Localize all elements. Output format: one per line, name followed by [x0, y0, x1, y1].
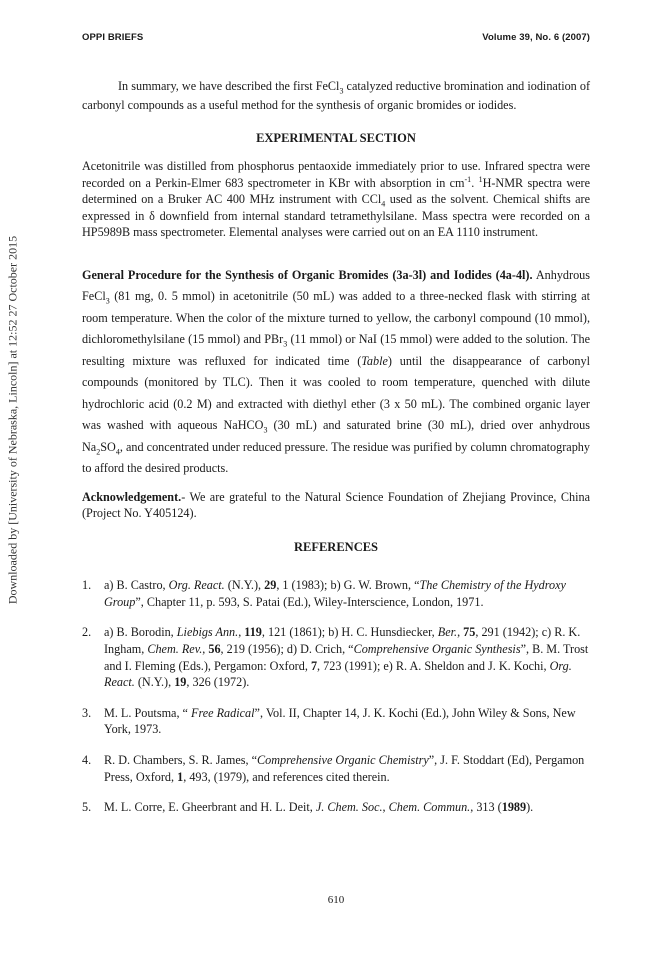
reference-text: , 493, (1979), and references cited therein.	[183, 769, 390, 784]
reference-number: 4.	[82, 753, 92, 768]
reference-text: , 1 (1983); b) G. W. Brown, “	[276, 578, 420, 593]
reference-item	[82, 705, 590, 738]
gp-sub-5: 4	[115, 447, 120, 457]
gp-sub-1: 3	[105, 296, 110, 306]
reference-item	[82, 624, 590, 690]
gp-text-c: (11 mmol) or NaI (15 mmol) were added to the solution. The resulting mixture was refluxed for indicated time (	[82, 332, 590, 368]
reference-text: , 291 (1942); c) R. K. Ingham,	[104, 625, 581, 657]
gp-text-g: , and concentrated under reduced pressure. The residue was purified by column chromatography to afford the desired products.	[82, 439, 590, 476]
references-title: REFERENCES	[293, 539, 379, 554]
reference-text: 29	[264, 578, 277, 593]
reference-text: 75	[463, 625, 476, 640]
reference-text: 1	[177, 769, 184, 784]
reference-text: ”, Chapter 11, p. 593, S. Patai (Ed.), Wiley-Interscience, London, 1971.	[135, 594, 484, 609]
reference-text: M. L. Poutsma, “	[104, 705, 192, 720]
exp-sup-1: -1	[464, 174, 472, 184]
reference-number: 5.	[82, 800, 92, 815]
gp-sub-3: 3	[263, 425, 268, 435]
reference-text: Org. React.	[104, 658, 572, 690]
gp-sub-4: 2	[96, 447, 101, 457]
exp-text-a: Acetonitrile was distilled from phosphorus pentaoxide immediately prior to use. Infrared spectra were recorded on a Perkin-Elmer 683 spectrometer in KBr with absorption in cm	[82, 159, 590, 190]
exp-sub-1: 4	[381, 199, 386, 209]
exp-text-d: used as the solvent. Chemical shifts are expressed in δ downfield from internal standard tetramethylsilane. Mass spectra were recorded on a HP5989B mass spectrometer. Elemental analyses were carried out on an EA 1110 instrument.	[82, 192, 591, 240]
reference-number: 1.	[82, 578, 92, 593]
exp-text-c: H-NMR spectra were determined on a Bruker AC 400 MHz instrument with CCl	[82, 175, 591, 207]
exp-text-b: .	[471, 175, 479, 190]
reference-text: Chem. Rev.	[147, 642, 203, 657]
volume-label: Volume 39, No. 6 (2007)	[482, 32, 590, 43]
reference-text: ,	[202, 642, 209, 657]
summary-sub: 3	[339, 86, 344, 96]
reference-text: , 326 (1972).	[186, 675, 250, 690]
download-watermark-text: Downloaded by [University of Nebraska, Lincoln] at 12:52 27 October 2015	[5, 235, 20, 605]
reference-item	[82, 799, 590, 816]
gp-sub-2: 3	[283, 339, 288, 349]
general-procedure-paragraph	[82, 265, 590, 480]
reference-text: , 121 (1861); b) H. C. Hunsdiecker,	[261, 625, 438, 640]
gp-text-b: (81 mg, 0. 5 mmol) in acetonitrile (50 mL) was added to a three-necked flask with stirring at room temperature. When the color of the mixture turned to yellow, the carbonyl compound (10 mmol), dichloromethylsilane (15 mmol) and PBr	[82, 289, 590, 347]
reference-text: 56	[208, 642, 221, 657]
reference-text: M. L. Corre, E. Gheerbrant and H. L. Deit,	[104, 800, 316, 815]
reference-text: ,	[457, 625, 464, 640]
reference-text: 119	[244, 625, 262, 640]
download-watermark	[4, 140, 22, 700]
reference-text: Liebigs Ann.	[176, 625, 239, 640]
reference-text: ,	[238, 625, 245, 640]
gp-text-f: SO	[100, 439, 116, 454]
reference-text: The Chemistry of the Hydroxy Group	[104, 578, 566, 609]
reference-text: a) B. Borodin,	[104, 625, 177, 640]
reference-text: ”, J. F. Stoddart (Ed), Pergamon Press, Oxford,	[104, 753, 585, 784]
reference-text: 19	[174, 675, 187, 690]
experimental-section-title: EXPERIMENTAL SECTION	[256, 130, 416, 145]
page-number: 610	[327, 894, 345, 906]
reference-text: , 723 (1991); e) R. A. Sheldon and J. K. Kochi,	[317, 658, 550, 673]
reference-number: 3.	[82, 705, 92, 720]
reference-text: Comprehensive Organic Synthesis	[353, 642, 521, 657]
reference-item	[82, 577, 590, 610]
gp-text-d: ) until the disappearance of carbonyl compounds (monitored by TLC). Then it was cooled to room temperature, quenched with dilute hydrochloric acid (0.2 M) and extracted with diethyl ether (3 x 50 mL). The combined organic layer was washed with aqueous NaHCO	[82, 353, 590, 433]
acknowledgement-label: Acknowledgement.	[82, 489, 182, 504]
acknowledgement-text: - We are grateful to the Natural Science Foundation of Zhejiang Province, China (Project No. Y405124).	[82, 489, 590, 521]
summary-text-b: catalyzed reductive bromination and iodination of carbonyl compounds as a useful method for the synthesis of organic bromides or iodides.	[82, 78, 591, 113]
summary-text-a: In summary, we have described the first FeCl	[118, 78, 340, 93]
running-header	[82, 30, 590, 47]
reference-item	[82, 752, 590, 785]
journal-section-label: OPPI BRIEFS	[82, 32, 144, 43]
reference-text: , 219 (1956); d) D. Crich, “	[220, 642, 354, 657]
reference-text: (N.Y.),	[224, 578, 265, 593]
reference-text: ).	[526, 800, 534, 815]
gp-text-a: Anhydrous FeCl	[82, 267, 590, 304]
reference-text: Comprehensive Organic Chemistry	[257, 753, 429, 768]
reference-text: R. D. Chambers, S. R. James, “	[104, 753, 258, 768]
reference-text: Free Radical	[191, 705, 255, 720]
reference-text: J. Chem. Soc., Chem. Commun.	[315, 800, 471, 815]
reference-text: ”, Vol. II, Chapter 14, J. K. Kochi (Ed.), John Wiley & Sons, New York, 1973.	[104, 705, 576, 737]
reference-text: a) B. Castro,	[104, 578, 169, 593]
summary-paragraph	[82, 77, 590, 116]
reference-text: ”, B. M. Trost and I. Fleming (Eds.), Pergamon: Oxford,	[104, 642, 589, 673]
reference-text: , 313 (	[470, 800, 502, 815]
experimental-paragraph	[82, 158, 590, 241]
exp-sup-2: 1	[478, 174, 483, 184]
acknowledgement-paragraph	[82, 489, 590, 522]
reference-text: Org. React.	[168, 578, 225, 593]
page-content	[82, 30, 590, 830]
gp-table-ref: Table	[361, 353, 388, 368]
reference-number: 2.	[82, 625, 92, 640]
gp-text-e: (30 mL) and saturated brine (30 mL), dried over anhydrous Na	[82, 418, 590, 454]
reference-text: Ber.	[437, 625, 458, 640]
reference-text: (N.Y.),	[134, 675, 175, 690]
references-list	[82, 577, 590, 816]
reference-text: 7	[310, 658, 318, 673]
general-procedure-title: General Procedure for the Synthesis of Organic Bromides (3a-3l) and Iodides (4a-4l).	[82, 267, 533, 282]
reference-text: 1989	[501, 800, 527, 815]
